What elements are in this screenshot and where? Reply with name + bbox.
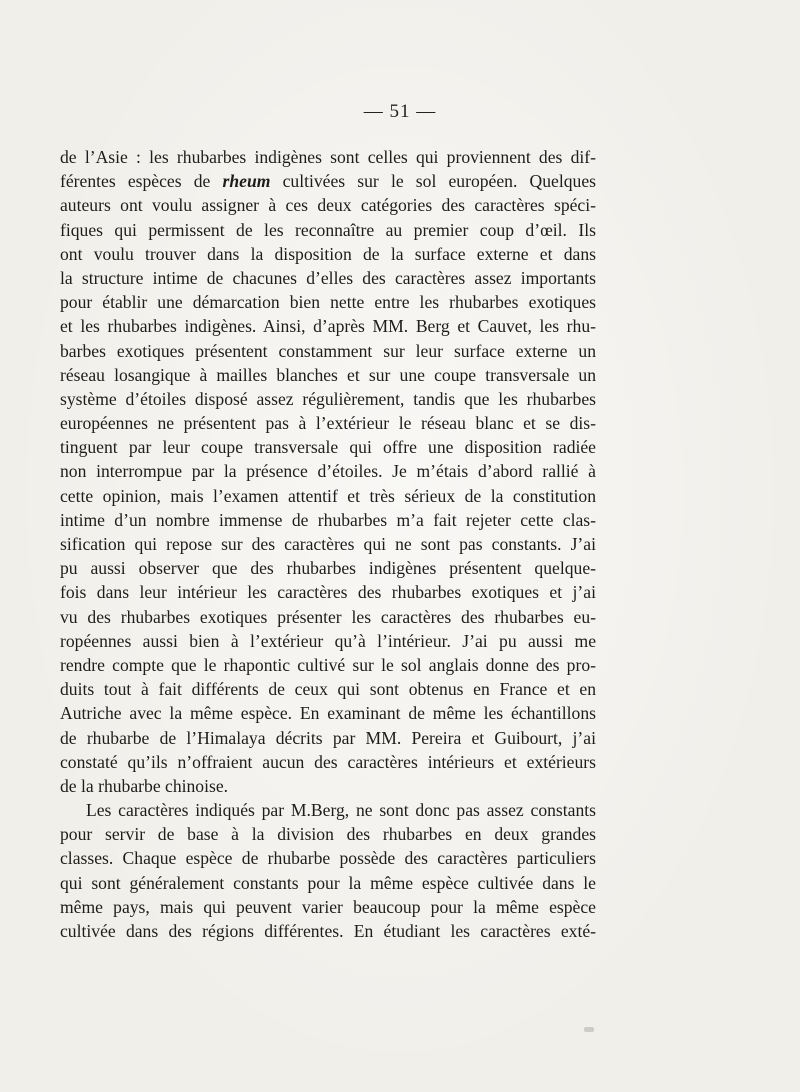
text-line: sification qui repose sur des caractères qui ne sont pas constants. J’ai [60, 534, 596, 554]
text-line: européennes ne présentent pas à l’extérieur le réseau blanc et se dis- [60, 413, 596, 434]
text-line: ropéennes aussi bien à l’extérieur qu’à l’intérieur. J’ai pu aussi me [60, 630, 596, 651]
text-line: classes. Chaque espèce de rhubarbe possède des caractères particuliers [60, 848, 596, 869]
text-line: constaté qu’ils n’offraient aucun des caractères intérieurs et extérieurs [60, 751, 596, 772]
text-line: qui sont généralement constants pour la même espèce cultivée dans le [60, 872, 596, 893]
text-line: cette opinion, mais l’examen attentif et très sérieux de la constitution [60, 485, 596, 506]
paragraph-1 [60, 145, 596, 798]
text-line: réseau losangique à mailles blanches et sur une coupe transversale un [60, 364, 596, 385]
page-number: — 51 — [363, 101, 437, 122]
text-line: Les caractères indiqués par M.Berg, ne sont donc pas assez constants [86, 800, 596, 821]
paper-mark [584, 1027, 594, 1032]
text-line: la structure intime de chacunes d’elles des caractères assez importants [60, 267, 596, 288]
text-line: duits tout à fait différents de ceux qui sont obtenus en France et en [60, 679, 596, 700]
text-line: barbes exotiques présentent constamment sur leur surface externe un [60, 340, 596, 361]
italic-term: rheum [222, 171, 271, 192]
text-line: pu aussi observer que des rhubarbes indigènes présentent quelque- [60, 558, 596, 579]
text-line: intime d’un nombre immense de rhubarbes m’a fait rejeter cette clas- [60, 509, 596, 530]
text-line: vu des rhubarbes exotiques présenter les caractères des rhubarbes eu- [60, 606, 596, 627]
text-line: non interrompue par la présence d’étoiles. Je m’étais d’abord rallié à [60, 461, 596, 482]
text-line: pour servir de base à la division des rhubarbes en deux grandes [60, 824, 596, 845]
text-line: de l’Asie : les rhubarbes indigènes sont celles qui proviennent des dif- [60, 147, 596, 167]
text-line: système d’étoiles disposé assez régulièrement, tandis que les rhubarbes [60, 388, 596, 409]
text-line: férentes espèces de rheum cultivées sur le sol européen. Quelques [60, 171, 596, 192]
text-line: de la rhubarbe chinoise. [60, 775, 229, 796]
text-line: tinguent par leur coupe transversale qui offre une disposition radiée [60, 437, 596, 458]
text-line: ont voulu trouver dans la disposition de la surface externe et dans [60, 243, 596, 264]
body-text [60, 145, 596, 943]
text-line: fois dans leur intérieur les caractères des rhubarbes exotiques et j’ai [60, 582, 596, 603]
text-line: et les rhubarbes indigènes. Ainsi, d’après MM. Berg et Cauvet, les rhu- [60, 316, 596, 337]
text-line: fiques qui permissent de les reconnaître au premier coup d’œil. Ils [60, 219, 596, 240]
text-line: Autriche avec la même espèce. En examinant de même les échantillons [60, 703, 596, 724]
text-line: rendre compte que le rhapontic cultivé sur le sol anglais donne des pro- [60, 654, 596, 675]
paragraph-2 [60, 798, 596, 943]
text-line: pour établir une démarcation bien nette entre les rhubarbes exotiques [60, 292, 596, 313]
text-line: auteurs ont voulu assigner à ces deux catégories des caractères spéci- [60, 195, 596, 216]
text-line: même pays, mais qui peuvent varier beaucoup pour la même espèce [60, 896, 596, 917]
text-line: de rhubarbe de l’Himalaya décrits par MM. Pereira et Guibourt, j’ai [60, 727, 596, 748]
text-line: cultivée dans des régions différentes. En étudiant les caractères exté- [60, 921, 596, 941]
